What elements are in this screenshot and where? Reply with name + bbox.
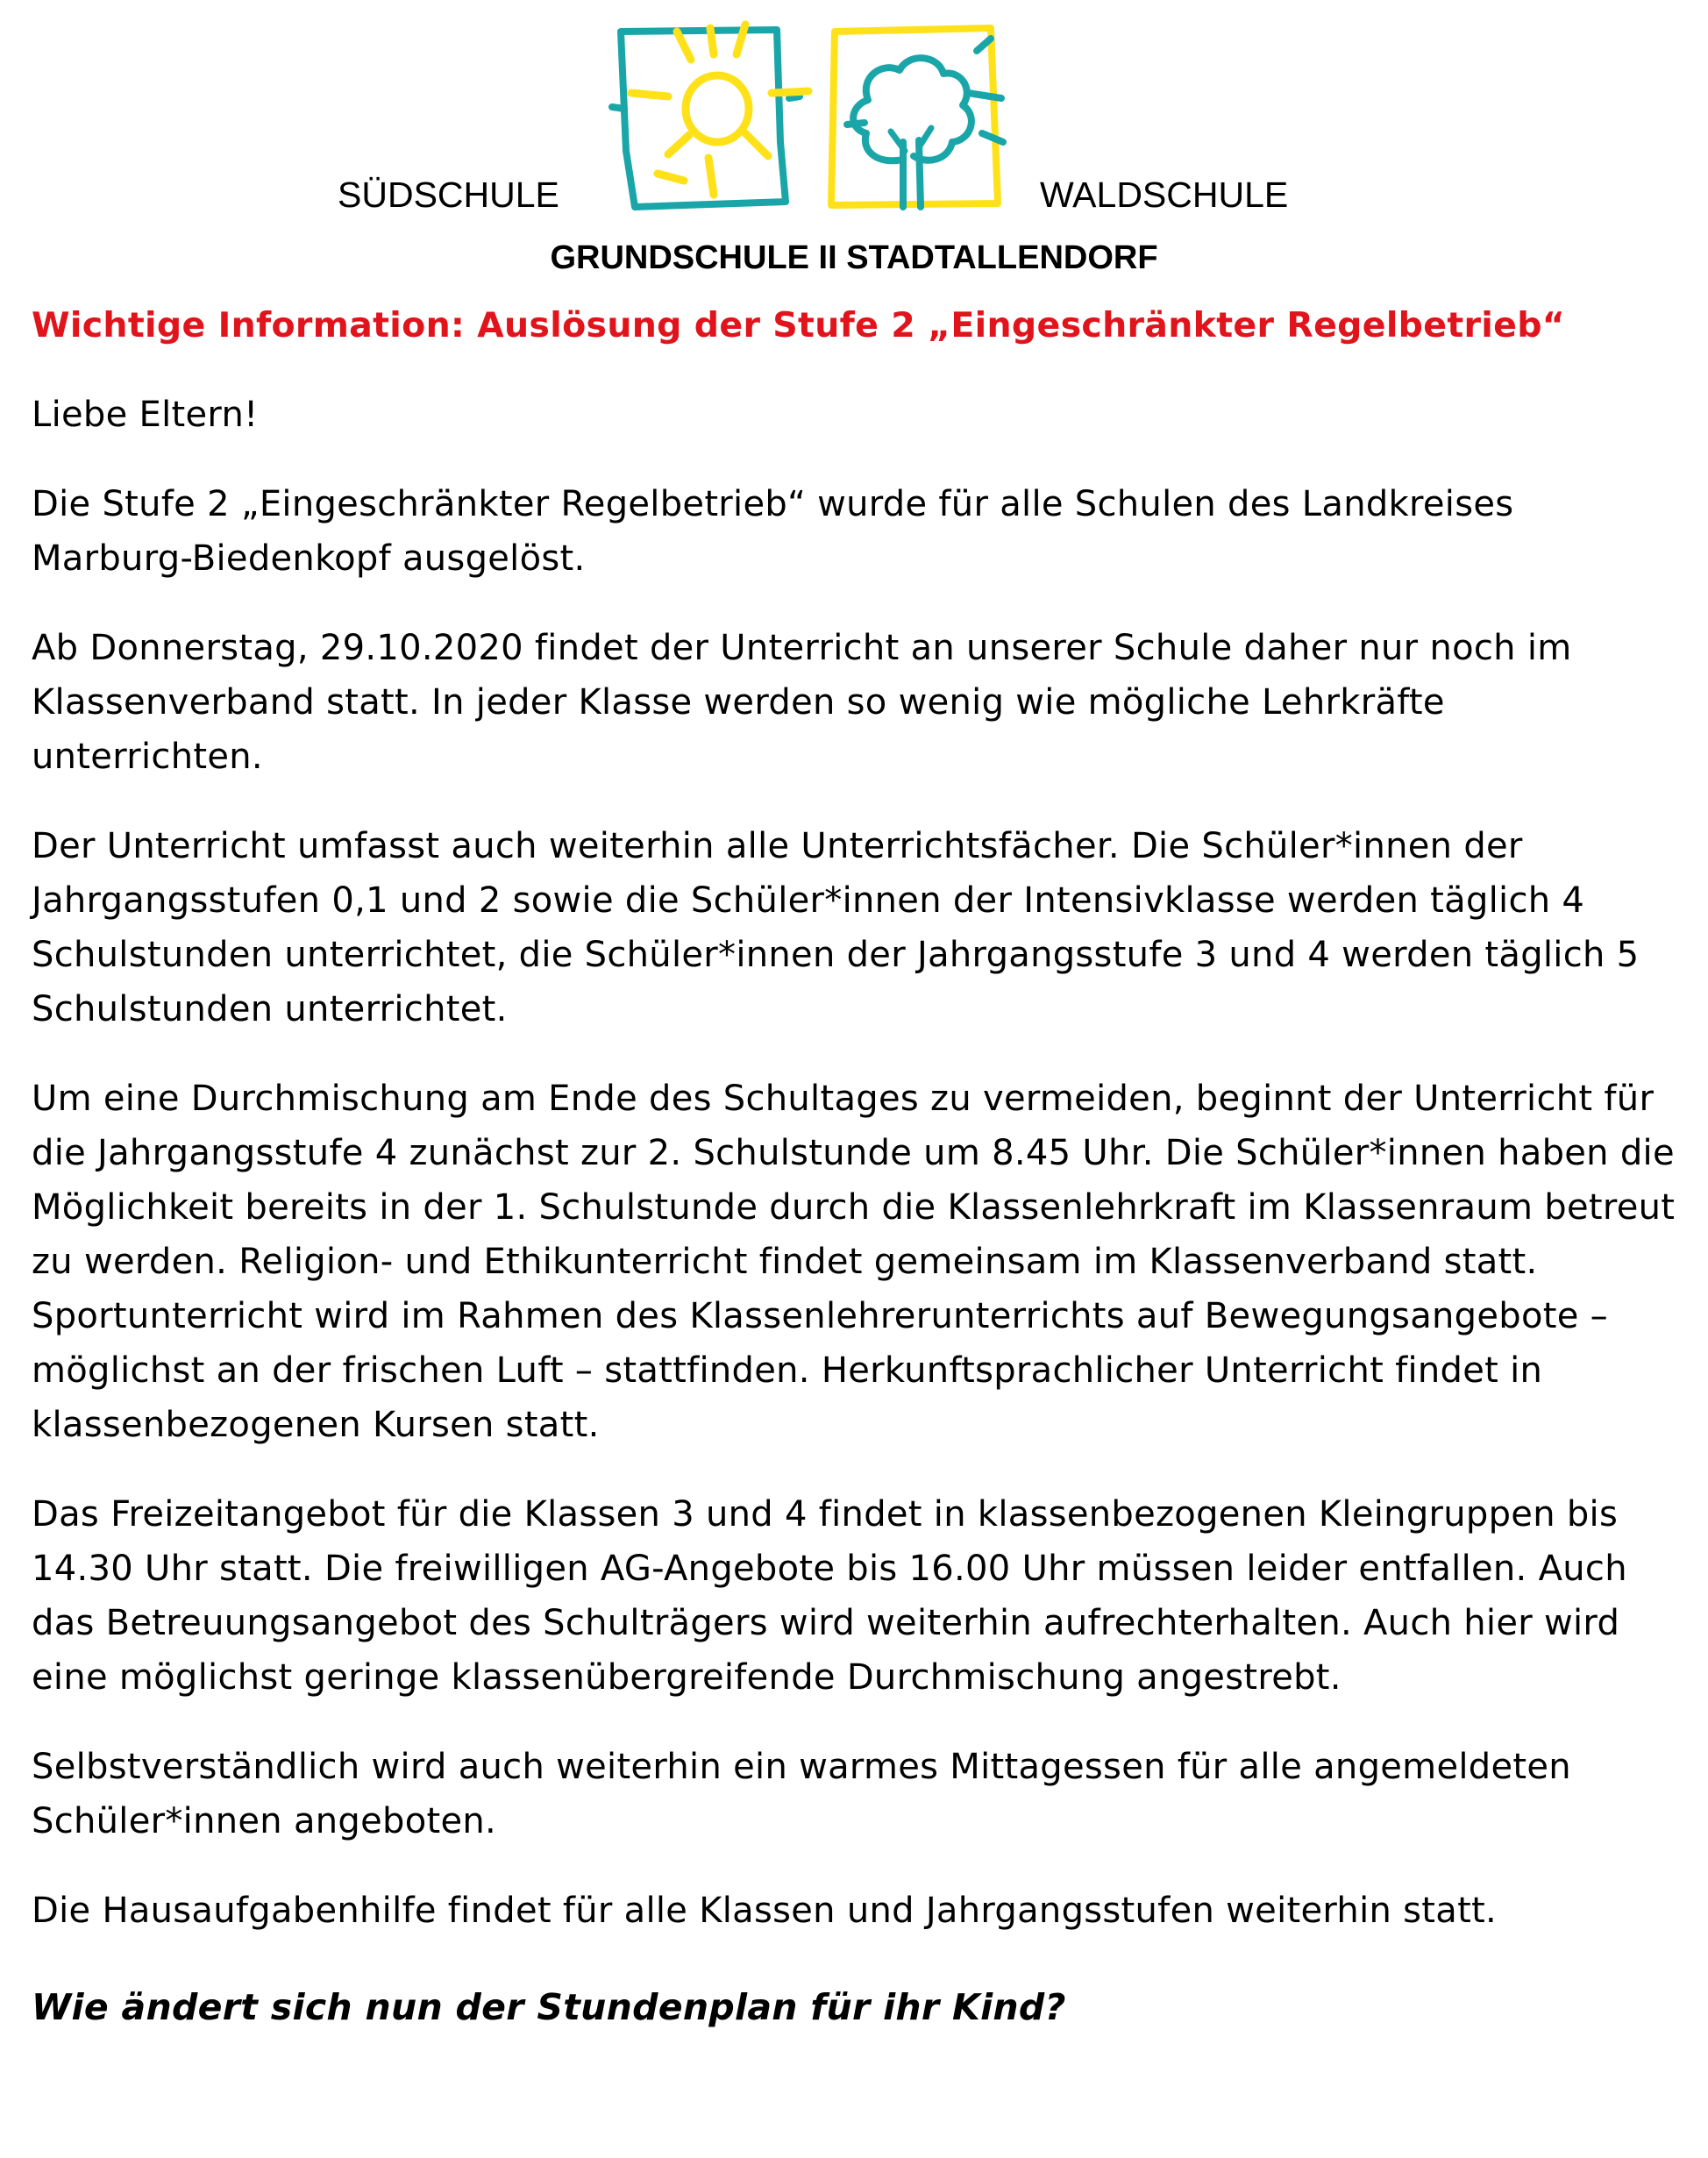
paragraph-durchmischung: Um eine Durchmischung am Ende des Schultages zu vermeiden, beginnt der Unterricht für die Jahrgangsstufe 4 zunächst zur 2. Schulstunde um 8.45 Uhr. Die Schüler*innen haben die Möglichkeit bereits in der 1. Schulstunde durch die Klassenlehrkraft im Klassenraum betreut zu werden. Religion- und Ethikunterricht findet gemeinsam im Klassenverband statt. Sportunterricht wird im Rahmen des Klassenlehrerunterrichts auf Bewegungsangebote – möglichst an der frischen Luft – stattfinden. Herkunftsprachlicher Unterricht findet in klassenbezogenen Kursen statt. [32, 1079, 1676, 1445]
paragraph-unterrichtsfaecher: Der Unterricht umfasst auch weiterhin alle Unterrichtsfächer. Die Schüler*innen der Jahrgangsstufen 0,1 und 2 sowie die Schüler*innen der Intensivklasse werden täglich 4 Schulstunden unterrichtet, die Schüler*innen der Jahrgangsstufe 3 und 4 werden täglich 5 Schulstunden unterrichtet. [32, 826, 1640, 1029]
paragraph-mittagessen: Selbstverständlich wird auch weiterhin ein warmes Mittagessen für alle angemeldeten Schüler*innen angeboten. [32, 1747, 1571, 1841]
school-name-left: SÜDSCHULE [338, 174, 559, 215]
tree-icon [831, 28, 1003, 207]
greeting: Liebe Eltern! [32, 395, 259, 435]
paragraph-klassenverband: Ab Donnerstag, 29.10.2020 findet der Unterricht an unserer Schule daher nur noch im Klassenverband statt. In jeder Klasse werden so wenig wie mögliche Lehrkräfte unterrichten. [32, 628, 1572, 777]
school-logo [605, 19, 1026, 219]
school-title: GRUNDSCHULE II STADTALLENDORF [550, 239, 1158, 276]
question-heading: Wie ändert sich nun der Stundenplan für ihr Kind? [32, 1986, 1066, 2028]
letter-body [32, 298, 1680, 2034]
letterhead [0, 0, 1708, 289]
paragraph-stufe: Die Stufe 2 „Eingeschränkter Regelbetrieb“ wurde für alle Schulen des Landkreises Marburg-Biedenkopf ausgelöst. [32, 484, 1514, 579]
paragraph-freizeitangebot: Das Freizeitangebot für die Klassen 3 und 4 findet in klassenbezogenen Kleingruppen bis 14.30 Uhr statt. Die freiwilligen AG-Angebote bis 16.00 Uhr müssen leider entfallen. Auch das Betreuungsangebot des Schulträgers wird weiterhin aufrechterhalten. Auch hier wird eine möglichst geringe klassenübergreifende Durchmischung angestrebt. [32, 1494, 1627, 1698]
school-name-right: WALDSCHULE [1040, 174, 1289, 215]
sun-icon [612, 25, 808, 207]
headline: Wichtige Information: Auslösung der Stufe 2 „Eingeschränkter Regelbetrieb“ [32, 305, 1566, 345]
paragraph-hausaufgabenhilfe: Die Hausaufgabenhilfe findet für alle Klassen und Jahrgangsstufen weiterhin statt. [32, 1891, 1498, 1931]
